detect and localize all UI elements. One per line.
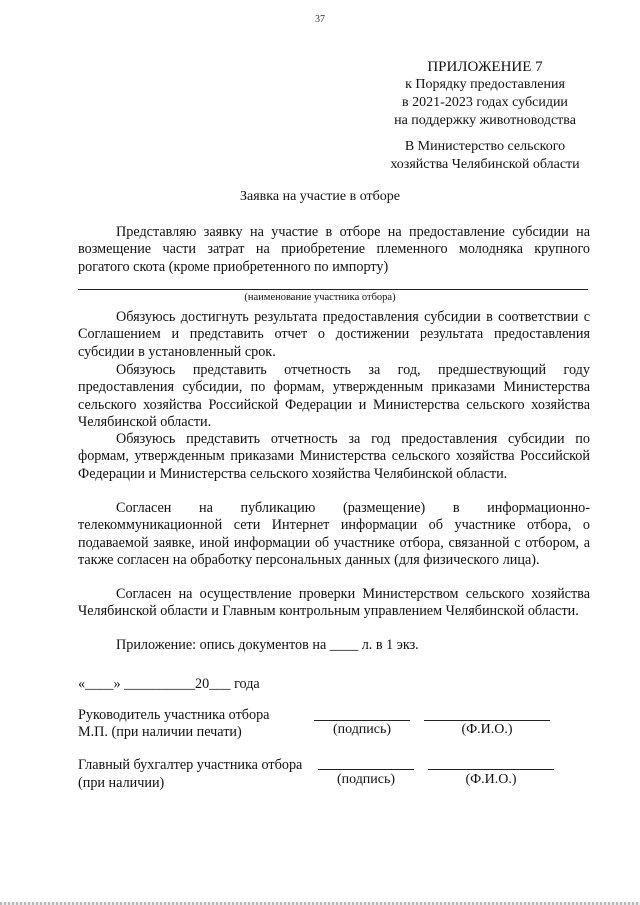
page-number: 37 xyxy=(315,14,325,25)
addressee-line: хозяйства Челябинской области xyxy=(390,157,580,172)
addressee-line: В Министерство сельского xyxy=(404,139,566,154)
attachment-line: Приложение: опись документов на ____ л. в 1 экз. xyxy=(116,637,419,653)
signatory-role: Главный бухгалтер участника отбора xyxy=(78,757,303,773)
body-paragraph: Обязуюсь представить отчетность за год, предшествующий году предоставления субсидии, по формам, утвержденным приказами Министерства сельского хозяйства Российской Федерации и Министерства сельского хозяйства Челябинской области. xyxy=(78,362,590,430)
date-line: «____» __________20___ года xyxy=(78,676,260,692)
document-title: Заявка на участие в отборе xyxy=(240,189,400,204)
signatory-note: (при наличии) xyxy=(78,775,165,791)
signature-caption: (подпись) xyxy=(336,772,396,787)
full-name-caption: (Ф.И.О.) xyxy=(465,772,517,787)
signatory-note: М.П. (при наличии печати) xyxy=(78,724,242,740)
full-name-line xyxy=(428,769,554,770)
body-paragraph: Обязуюсь представить отчетность за год предоставления субсидии по формам, утвержденным приказами Министерства сельского хозяйства Российской Федерации и Министерства сельского хозяйства Челябинской области. xyxy=(78,431,590,482)
full-name-caption: (Ф.И.О.) xyxy=(461,722,513,737)
appendix-ref-line: к Порядку предоставления xyxy=(405,77,565,92)
participant-name-line xyxy=(78,289,588,290)
signatory-role: Руководитель участника отбора xyxy=(78,707,270,723)
body-paragraph: Согласен на публикацию (размещение) в информационно-телекоммуникационной сети Интернет информации об участнике отбора, о подаваемой заявке, иной информации об участнике отбора, связанной с отбором, а также согласен на обработку персональных данных (для физического лица). xyxy=(78,500,590,568)
full-name-line xyxy=(424,720,550,721)
body-paragraph: Обязуюсь достигнуть результата предоставления субсидии в соответствии с Соглашением и представить отчет о достижении результата предоставления субсидии в установленный срок. xyxy=(78,309,590,360)
appendix-title: ПРИЛОЖЕНИЕ 7 xyxy=(427,59,543,75)
body-paragraph: Согласен на осуществление проверки Министерством сельского хозяйства Челябинской области и Главным контрольным управлением Челябинской области. xyxy=(78,586,590,620)
participant-name-caption: (наименование участника отбора) xyxy=(244,292,396,303)
signature-caption: (подпись) xyxy=(332,722,392,737)
signature-line xyxy=(318,769,414,770)
appendix-ref-line: в 2021-2023 годах субсидии xyxy=(402,95,568,110)
intro-paragraph: Представляю заявку на участие в отборе на предоставление субсидии на возмещение части затрат на приобретение племенного молодняка крупного рогатого скота (кроме приобретенного по импорту) xyxy=(78,224,590,275)
appendix-ref-line: на поддержку животноводства xyxy=(394,113,576,128)
signature-line xyxy=(314,720,410,721)
